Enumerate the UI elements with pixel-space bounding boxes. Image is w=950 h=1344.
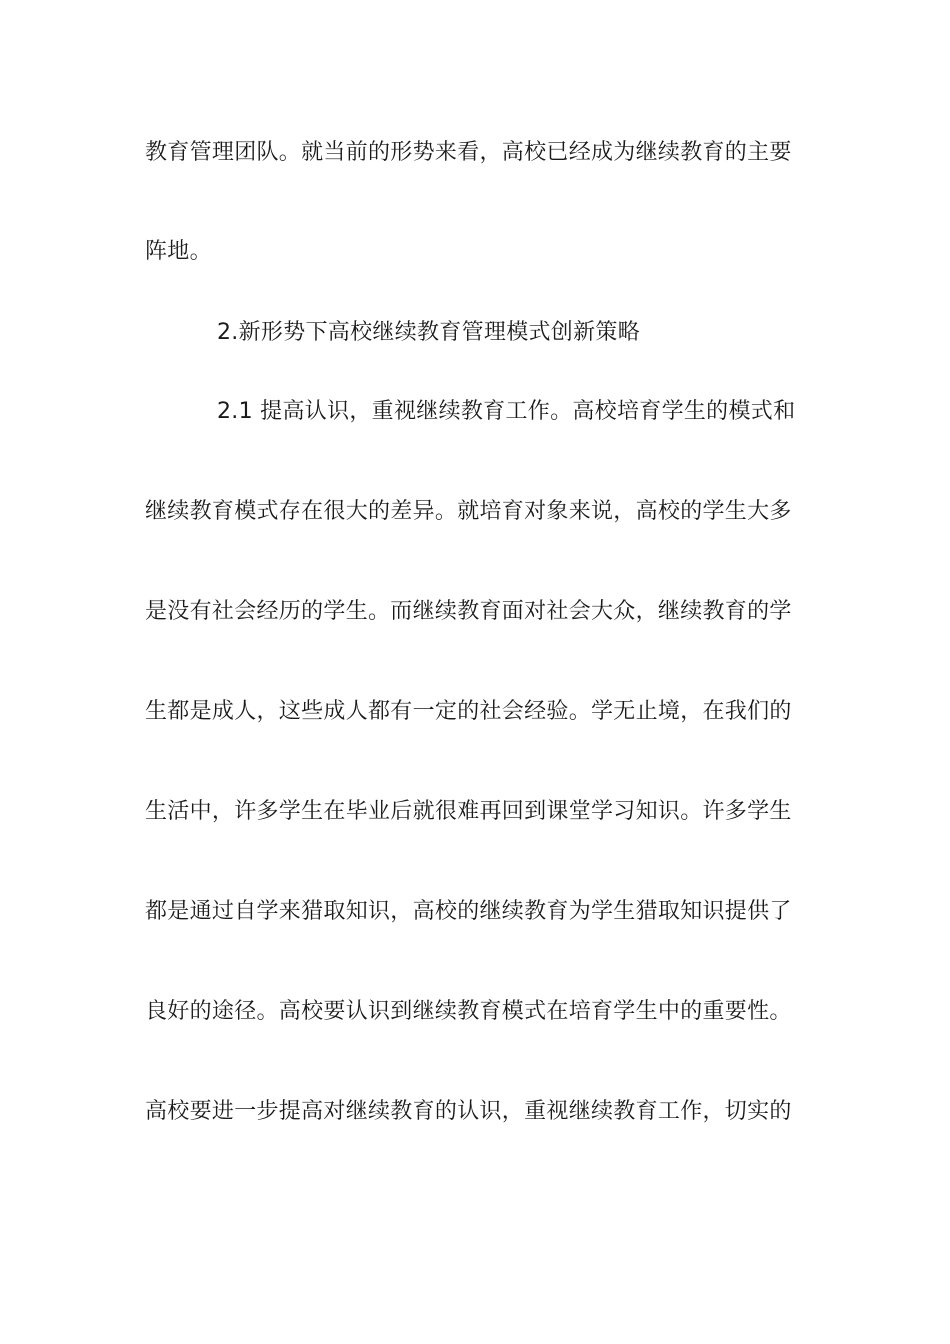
paragraph-line: 生都是成人，这些成人都有一定的社会经验。学无止境，在我们的 <box>145 699 792 724</box>
paragraph-line: 教育管理团队。就当前的形势来看，高校已经成为继续教育的主要 <box>145 140 792 165</box>
paragraph-line: 是没有社会经历的学生。而继续教育面对社会大众，继续教育的学 <box>145 599 792 624</box>
paragraph-line: 都是通过自学来猎取知识，高校的继续教育为学生猎取知识提供了 <box>145 899 792 924</box>
paragraph-line: 阵地。 <box>145 239 212 264</box>
paragraph-line: 良好的途径。高校要认识到继续教育模式在培育学生中的重要性。 <box>145 999 792 1024</box>
paragraph-line: 高校要进一步提高对继续教育的认识，重视继续教育工作，切实的 <box>145 1099 792 1124</box>
section-heading: 2.新形势下高校继续教育管理模式创新策略 <box>217 320 640 345</box>
paragraph-line: 继续教育模式存在很大的差异。就培育对象来说，高校的学生大多 <box>145 499 792 524</box>
paragraph-line: 生活中，许多学生在毕业后就很难再回到课堂学习知识。许多学生 <box>145 799 792 824</box>
subsection-line: 2.1 提高认识，重视继续教育工作。高校培育学生的模式和 <box>217 399 796 424</box>
